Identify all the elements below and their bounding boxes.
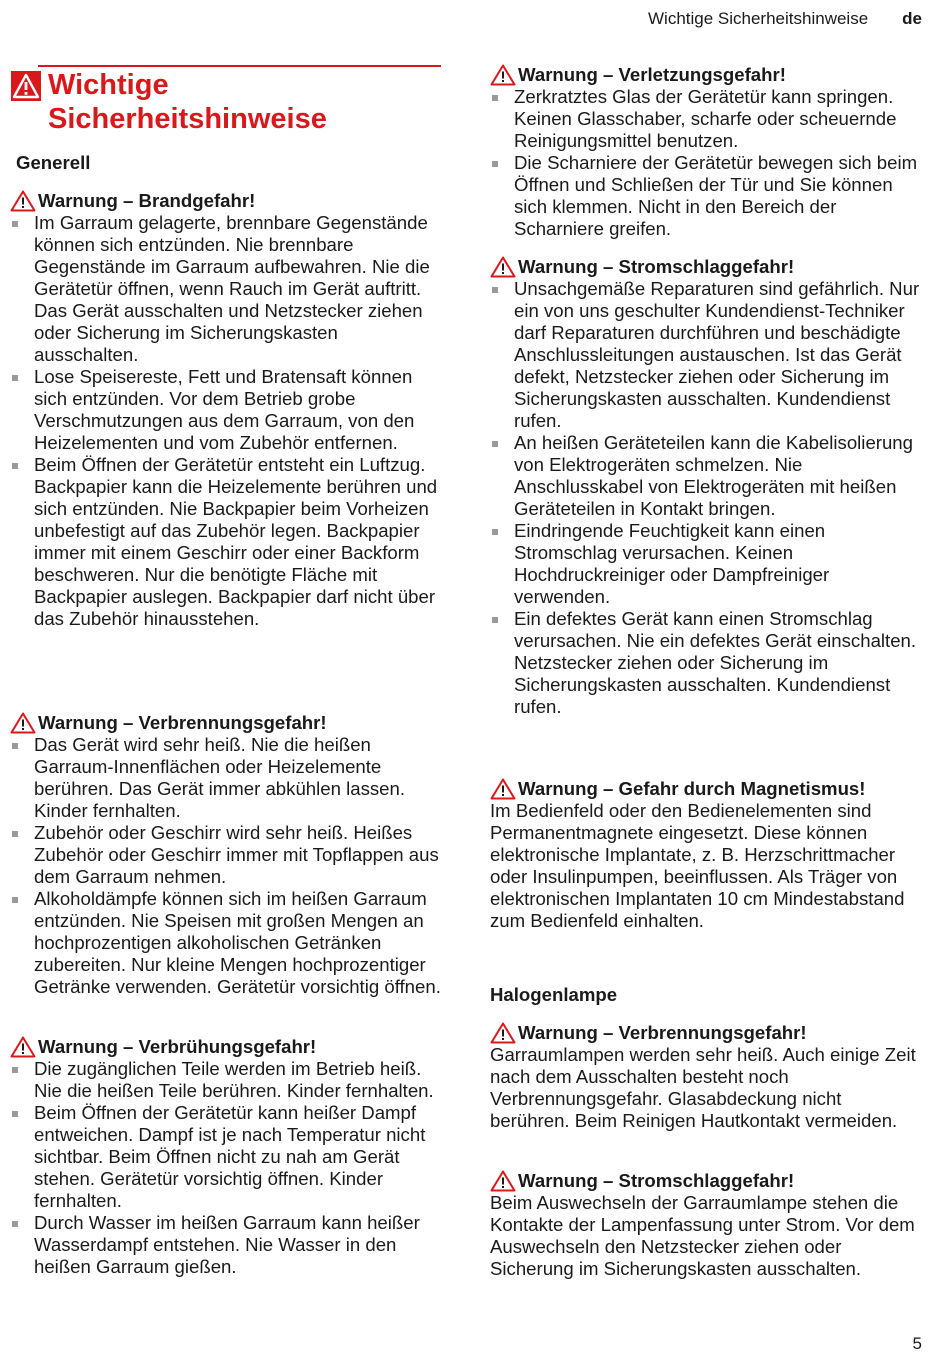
header-title: Wichtige Sicherheitshinweise: [648, 9, 869, 28]
warning-triangle-icon: [10, 190, 36, 212]
section-title-line-2: Sicherheitshinweise: [48, 103, 327, 135]
bullet-list: [490, 278, 920, 718]
list-item: Beim Öffnen der Gerätetür kann heißer Dampf entweichen. Dampf ist je nach Temperatur nicht sichtbar. Beim Öffnen nicht zu nah am Gerät stehen. Gerätetür vorsichtig öffnen. Kinder fernhalten.: [10, 1102, 442, 1212]
general-heading: Generell: [16, 152, 91, 173]
list-item: Im Garraum gelagerte, brennbare Gegenstände können sich entzünden. Nie brennbare Gegenstände im Garraum aufbewahren. Nie die Gerätetür öffnen, wenn Rauch im Gerät auftritt. Das Gerät ausschalten und Netzstecker ziehen oder Sicherung im Sicherungskasten ausschalten.: [10, 212, 442, 366]
paragraph: Garraumlampen werden sehr heiß. Auch einige Zeit nach dem Ausschalten besteht noch Verbrennungsgefahr. Glasabdeckung nicht berühren. Beim Reinigen Hautkontakt vermeiden.: [490, 1044, 916, 1131]
warning-triangle-icon: [490, 1170, 516, 1192]
list-item: Zerkratztes Glas der Gerätetür kann springen. Keinen Glasschaber, scharfe oder scheuernde Reinigungsmittel benutzen.: [490, 86, 920, 152]
list-item: Durch Wasser im heißen Garraum kann heißer Wasserdampf entstehen. Nie Wasser in den heißen Garraum gießen.: [10, 1212, 442, 1278]
list-item: Die Scharniere der Gerätetür bewegen sich beim Öffnen und Schließen der Tür und Sie können sich klemmen. Nicht in den Bereich der Scharniere greifen.: [490, 152, 920, 240]
bullet-list: [10, 212, 442, 630]
warning-heading: Warnung – Gefahr durch Magnetismus!: [490, 778, 920, 800]
magnet-warning-block: [490, 778, 920, 932]
list-item: Beim Öffnen der Gerätetür entsteht ein Luftzug. Backpapier kann die Heizelemente berühren und sich entzünden. Nie Backpapier beim Vorheizen unbefestigt auf das Zubehör legen. Backpapier immer mit einem Geschirr oder einer Backform beschweren. Nur die benötigte Fläche mit Backpapier auslegen. Backpapier darf nicht über das Zubehör hinausstehen.: [10, 454, 442, 630]
shock-warning-block: [490, 256, 920, 718]
list-item: Das Gerät wird sehr heiß. Nie die heißen Garraum-Innenflächen oder Heizelemente berühren. Das Gerät immer abkühlen lassen. Kinder fernhalten.: [10, 734, 442, 822]
warning-heading: Warnung – Brandgefahr!: [10, 190, 442, 212]
list-item: An heißen Geräteteilen kann die Kabelisolierung von Elektrogeräten schmelzen. Nie Anschlusskabel von Elektrogeräten mit heißen Geräteteilen in Kontakt bringen.: [490, 432, 920, 520]
list-item: Eindringende Feuchtigkeit kann einen Stromschlag verursachen. Keinen Hochdruckreiniger oder Dampfreiniger verwenden.: [490, 520, 920, 608]
burn-warning-block: [10, 712, 442, 998]
paragraph: Im Bedienfeld oder den Bedienelementen sind Permanentmagnete eingesetzt. Diese können elektronische Implantate, z. B. Herzschrittmacher oder Insulinpumpen, beeinflussen. Als Träger von elektronischen Implantaten 10 cm Mindestabstand zum Bedienfeld einhalten.: [490, 800, 905, 931]
warning-triangle-icon: [10, 70, 42, 102]
title-rule: [38, 65, 441, 67]
section-title-line-1: Wichtige: [48, 69, 169, 101]
warning-heading: Warnung – Stromschlaggefahr!: [490, 1170, 920, 1192]
section-title-text: [48, 68, 327, 136]
warning-heading: Warnung – Verbrennungsgefahr!: [490, 1022, 920, 1044]
list-item: Lose Speisereste, Fett und Bratensaft können sich entzünden. Vor dem Betrieb grobe Verschmutzungen aus dem Garraum, von den Heizelementen und vom Zubehör entfernen.: [10, 366, 442, 454]
warning-triangle-icon: [10, 712, 36, 734]
warning-heading: Warnung – Stromschlaggefahr!: [490, 256, 920, 278]
warning-triangle-icon: [490, 64, 516, 86]
bullet-list: [10, 1058, 442, 1278]
injury-warning-block: [490, 64, 920, 240]
list-item: Alkoholdämpfe können sich im heißen Garraum entzünden. Nie Speisen mit großen Mengen an hochprozentigen alkoholischen Getränken zubereiten. Nur kleine Mengen hochprozentiger Getränke verwenden. Gerätetür vorsichtig öffnen.: [10, 888, 442, 998]
list-item: Ein defektes Gerät kann einen Stromschlag verursachen. Nie ein defektes Gerät einschalten. Netzstecker ziehen oder Sicherung im Sicherungskasten ausschalten. Kundendienst rufen.: [490, 608, 920, 718]
warning-triangle-icon: [490, 778, 516, 800]
warning-heading: Warnung – Verbrennungsgefahr!: [10, 712, 442, 734]
paragraph: Beim Auswechseln der Garraumlampe stehen die Kontakte der Lampenfassung unter Strom. Vor dem Auswechseln den Netzstecker ziehen oder Sicherung im Sicherungskasten ausschalten.: [490, 1192, 915, 1279]
warning-heading: Warnung – Verletzungsgefahr!: [490, 64, 920, 86]
halogen-burn-warning-block: [490, 1022, 920, 1132]
bullet-list: [10, 734, 442, 998]
list-item: Zubehör oder Geschirr wird sehr heiß. Heißes Zubehör oder Geschirr immer mit Topflappen aus dem Garraum nehmen.: [10, 822, 442, 888]
warning-triangle-icon: [490, 1022, 516, 1044]
warning-triangle-icon: [10, 1036, 36, 1058]
page-header: [648, 8, 922, 30]
page-number: 5: [912, 1334, 922, 1353]
list-item: Unsachgemäße Reparaturen sind gefährlich. Nur ein von uns geschulter Kundendienst-Techniker darf Reparaturen durchführen und beschädigte Anschlussleitungen austauschen. Ist das Gerät defekt, Netzstecker ziehen oder Sicherung im Sicherungskasten ausschalten. Kundendienst rufen.: [490, 278, 920, 432]
bullet-list: [490, 86, 920, 240]
halogen-heading: Halogenlampe: [490, 984, 618, 1005]
warning-triangle-icon: [490, 256, 516, 278]
section-title: [10, 68, 440, 136]
header-language: de: [902, 9, 922, 28]
warning-heading: Warnung – Verbrühungsgefahr!: [10, 1036, 442, 1058]
scald-warning-block: [10, 1036, 442, 1278]
list-item: Die zugänglichen Teile werden im Betrieb heiß. Nie die heißen Teile berühren. Kinder fernhalten.: [10, 1058, 442, 1102]
halogen-shock-warning-block: [490, 1170, 920, 1280]
fire-warning-block: [10, 190, 442, 630]
